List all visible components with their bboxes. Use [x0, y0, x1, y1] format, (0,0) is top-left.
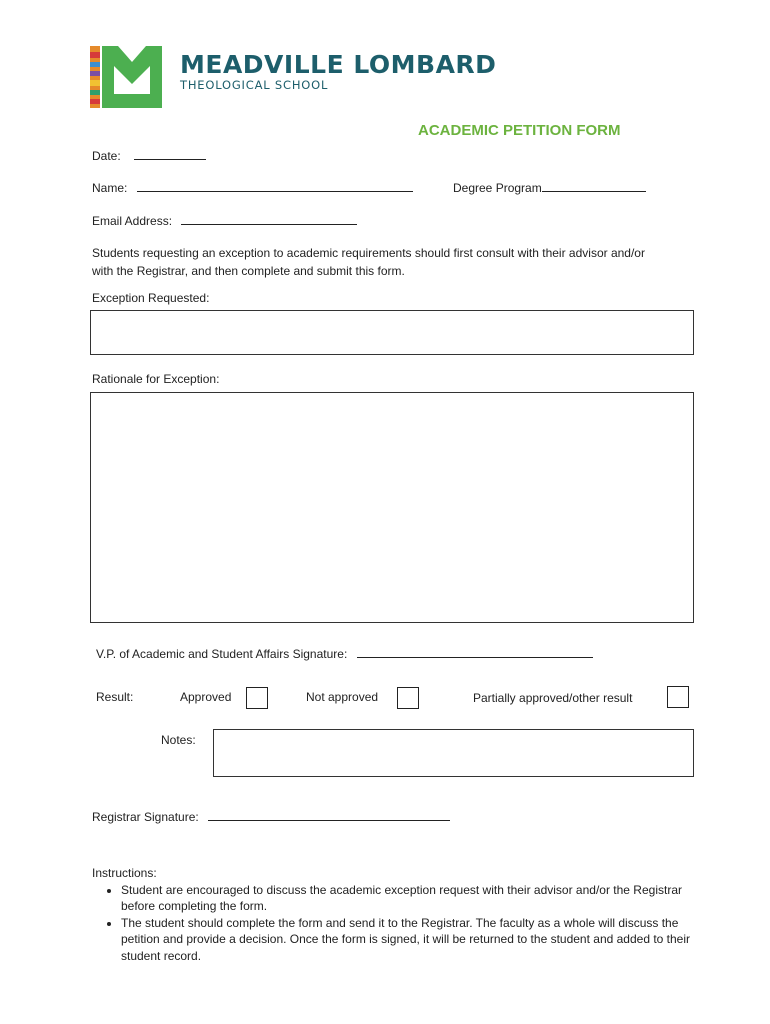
degree-row	[453, 179, 646, 195]
approved-checkbox[interactable]	[246, 687, 268, 709]
logo-mark-icon	[90, 44, 164, 110]
date-field[interactable]	[134, 147, 206, 160]
email-label: Email Address:	[92, 214, 173, 228]
vp-signature-field[interactable]	[357, 645, 593, 658]
instruction-item-2: • The student should complete the form and send it to the Registrar. The faculty as a whole will discuss the petition and provide a decision. Once the form is signed, it will be returned to the student and added to their student record.	[121, 915, 712, 965]
partial-label: Partially approved/other result	[473, 691, 633, 705]
approved-label: Approved	[180, 690, 232, 704]
registrar-signature-row	[92, 808, 450, 824]
vp-signature-row	[96, 645, 593, 661]
email-field[interactable]	[181, 212, 357, 225]
not-approved-checkbox[interactable]	[397, 687, 419, 709]
instructions-heading: Instructions:	[92, 866, 157, 880]
rationale-label: Rationale for Exception:	[92, 372, 220, 386]
registrar-signature-field[interactable]	[208, 808, 450, 821]
date-label: Date:	[92, 149, 121, 163]
vp-signature-label: V.P. of Academic and Student Affairs Signature:	[96, 647, 348, 661]
notes-field[interactable]	[213, 729, 694, 777]
intro-line-1: Students requesting an exception to academic requirements should first consult with their advisor and/or	[92, 246, 645, 260]
registrar-signature-label: Registrar Signature:	[92, 810, 199, 824]
form-title: ACADEMIC PETITION FORM	[418, 122, 621, 139]
exception-label: Exception Requested:	[92, 291, 210, 305]
intro-line-2: with the Registrar, and then complete and submit this form.	[92, 264, 405, 278]
result-label: Result:	[96, 690, 134, 704]
degree-field[interactable]	[542, 179, 646, 192]
instruction-item-1: • Student are encouraged to discuss the academic exception request with their advisor and/or the Registrar before completing the form.	[121, 882, 712, 915]
logo-school-name: MEADVILLE LOMBARD	[180, 50, 497, 79]
rationale-field[interactable]	[90, 392, 694, 623]
intro-text	[92, 244, 702, 280]
date-row	[92, 147, 206, 163]
name-field[interactable]	[137, 179, 413, 192]
instructions	[92, 865, 712, 964]
degree-label: Degree Program	[453, 181, 542, 195]
name-label: Name:	[92, 181, 128, 195]
notes-label: Notes:	[161, 733, 196, 747]
not-approved-label: Not approved	[306, 690, 379, 704]
name-row	[92, 179, 413, 195]
exception-field[interactable]	[90, 310, 694, 355]
email-row	[92, 212, 357, 228]
logo-subtitle: THEOLOGICAL SCHOOL	[180, 78, 329, 92]
instructions-list	[92, 882, 712, 965]
partial-checkbox[interactable]	[667, 686, 689, 708]
school-logo	[90, 44, 497, 110]
